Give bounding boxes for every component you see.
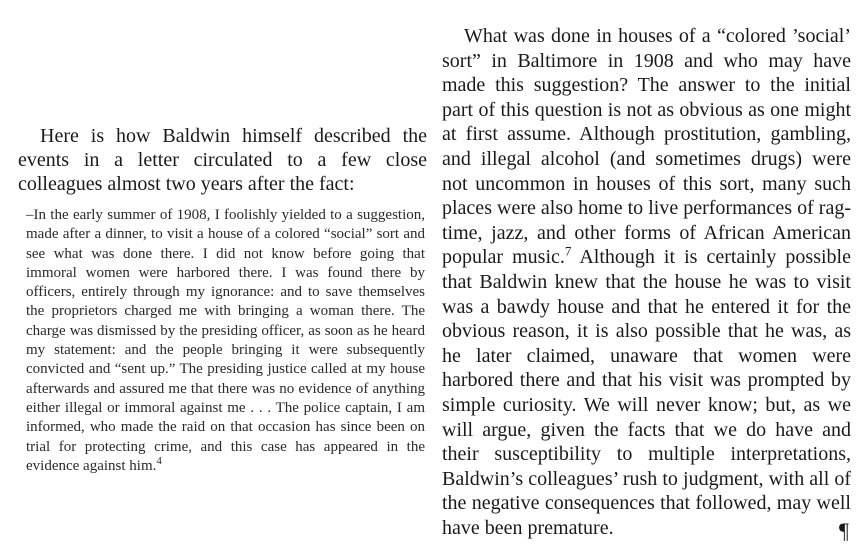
body-text-part1: What was done in houses of a “colored ’social’ sort” in Baltimore in 1908 and who may have made this suggestion? The answer to the initial part of this question is not as obvious as one might at first assume. Although prostitution, gambling, and illegal alcohol (and sometimes drugs) were not uncommon in houses of this sort, many such places were also home to live performances of rag-time, jazz, and other forms of African American popular music. [442,25,851,269]
right-column [442,0,851,546]
left-column [18,0,427,546]
quote-text: –In the early summer of 1908, I foolishly yielded to a suggestion, made after a dinner, to visit a house of a colored “social” sort and see what was done there. I did not know before going that immoral women were harbored there. I was found there by officers, entirely through my ignorance: and to save themselves the proprietors charged me with bringing a woman there. The charge was dismissed by the presiding officer, as soon as he heard my statement: and the people bringing it were subsequently convicted and “sent up.” The presiding justice called at my house afterwards and assured me that there was no evidence of anything either illegal or immoral against me . . . The police captain, I am informed, who made the raid on that occasion has since been on trial for protecting crime, and this case has appeared in the evidence against him. [26,207,425,474]
footnote-marker: 7 [564,243,572,259]
body-text-part2: Although it is certainly possible that Baldwin knew that the house he was to visit was a bawdy house and that he entered it for the obvious reason, it is also possible that he was, as he later claimed, unaware that women were harbored there and that his visit was prompted by simple curiosity. We will never know; but, as we will argue, given the facts that we do have and their susceptibility to multiple interpretations, Baldwin’s colleagues’ rush to judgment, with all of the negative consequences that followed, may well have been premature. [442,246,851,539]
body-paragraph [442,24,851,543]
intro-paragraph: Here is how Baldwin himself described the events in a letter circulated to a few close colleagues almost two years after the fact: [18,125,427,195]
footnote-marker: 4 [156,454,162,467]
pilcrow-mark: ¶ [839,518,849,543]
block-quote [26,206,425,476]
